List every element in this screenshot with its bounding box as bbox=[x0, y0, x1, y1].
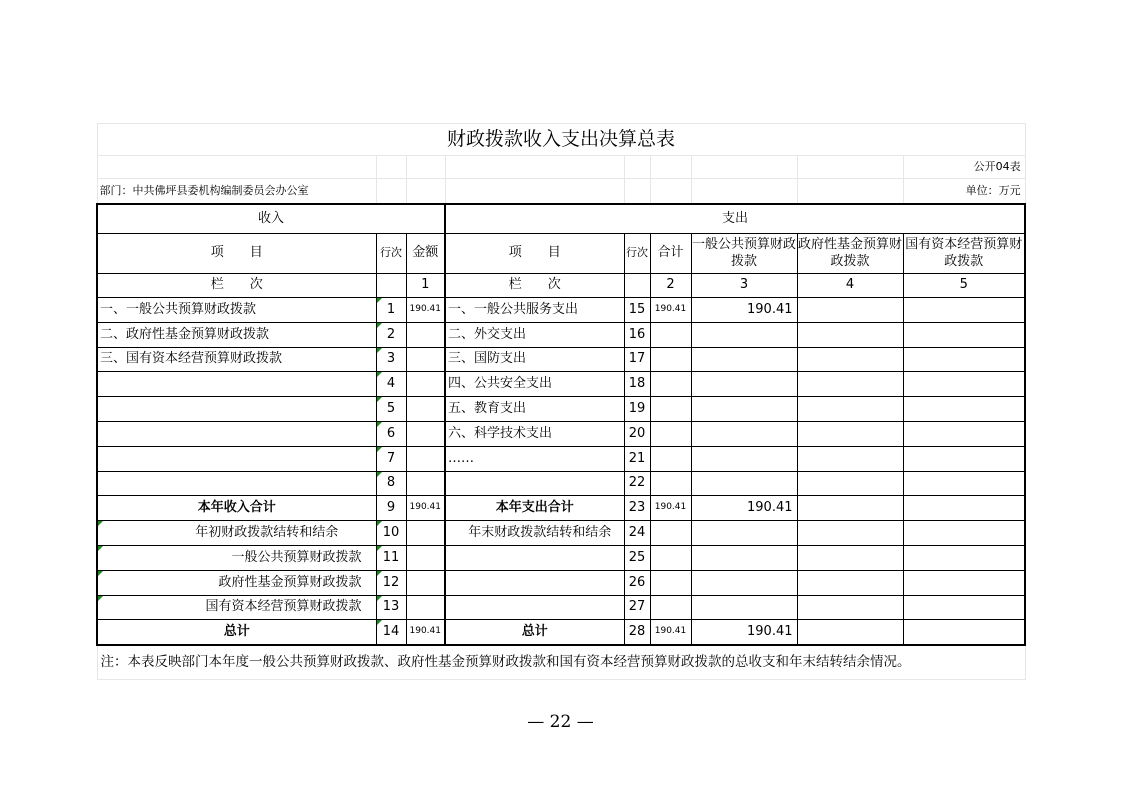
general-budget-cell bbox=[691, 421, 797, 446]
table-note: 注：本表反映部门本年度一般公共预算财政拨款、政府性基金预算财政拨款和国有资本经营预算财政拨款的总收支和年末结转结余情况。 bbox=[97, 645, 1025, 680]
gov-fund-cell bbox=[797, 446, 903, 471]
col-index-1: 1 bbox=[406, 274, 445, 298]
expense-item-cell: 三、国防支出 bbox=[445, 347, 624, 372]
gov-fund-cell bbox=[797, 545, 903, 570]
table-title: 财政拨款收入支出决算总表 bbox=[97, 124, 1025, 156]
state-capital-cell bbox=[903, 545, 1025, 570]
unit-label: 单位：万元 bbox=[903, 179, 1025, 204]
income-item-cell: 政府性基金预算财政拨款 bbox=[97, 570, 376, 595]
expense-total-header: 合计 bbox=[650, 234, 691, 274]
table-row bbox=[97, 545, 1025, 570]
expense-row-no-cell: 20 bbox=[624, 421, 650, 446]
state-capital-cell bbox=[903, 570, 1025, 595]
general-budget-cell: 190.41 bbox=[691, 496, 797, 521]
expense-item-cell: 本年支出合计 bbox=[445, 496, 624, 521]
income-row-no-cell: 4 bbox=[376, 372, 406, 397]
general-budget-cell bbox=[691, 570, 797, 595]
income-item-cell bbox=[97, 372, 376, 397]
income-amount-cell bbox=[406, 471, 445, 496]
income-item-cell bbox=[97, 397, 376, 422]
general-budget-cell bbox=[691, 595, 797, 620]
income-item-cell: 一般公共预算财政拨款 bbox=[97, 545, 376, 570]
income-amount-cell bbox=[406, 545, 445, 570]
state-capital-cell bbox=[903, 421, 1025, 446]
income-amount-cell bbox=[406, 421, 445, 446]
income-amount-cell: 190.41 bbox=[406, 298, 445, 323]
expense-total-cell bbox=[650, 521, 691, 546]
expense-row-no-cell: 25 bbox=[624, 545, 650, 570]
income-item-cell: 本年收入合计 bbox=[97, 496, 376, 521]
gov-fund-cell bbox=[797, 322, 903, 347]
general-budget-cell bbox=[691, 471, 797, 496]
expense-item-cell: 一、一般公共服务支出 bbox=[445, 298, 624, 323]
table-row bbox=[97, 322, 1025, 347]
expense-total-cell bbox=[650, 446, 691, 471]
income-item-cell: 三、国有资本经营预算财政拨款 bbox=[97, 347, 376, 372]
expense-item-cell: …… bbox=[445, 446, 624, 471]
income-amount-cell bbox=[406, 570, 445, 595]
income-row-no-cell: 5 bbox=[376, 397, 406, 422]
income-item-cell bbox=[97, 471, 376, 496]
income-amount-cell: 190.41 bbox=[406, 496, 445, 521]
expense-item-cell: 年末财政拨款结转和结余 bbox=[445, 521, 624, 546]
state-capital-cell bbox=[903, 471, 1025, 496]
income-row-no-cell: 6 bbox=[376, 421, 406, 446]
table-row bbox=[97, 496, 1025, 521]
income-row-no-cell: 14 bbox=[376, 620, 406, 645]
state-capital-header: 国有资本经营预算财政拨款 bbox=[903, 234, 1025, 274]
expense-row-no-cell: 24 bbox=[624, 521, 650, 546]
expense-row-no-cell: 22 bbox=[624, 471, 650, 496]
col-index-2: 2 bbox=[650, 274, 691, 298]
table-row bbox=[97, 570, 1025, 595]
expense-row-no-cell: 27 bbox=[624, 595, 650, 620]
income-amount-cell bbox=[406, 446, 445, 471]
income-amount-header: 金额 bbox=[406, 234, 445, 274]
expense-item-cell: 总计 bbox=[445, 620, 624, 645]
general-budget-cell: 190.41 bbox=[691, 298, 797, 323]
gov-fund-cell bbox=[797, 471, 903, 496]
expense-total-cell bbox=[650, 570, 691, 595]
income-row-no-cell: 3 bbox=[376, 347, 406, 372]
general-budget-cell bbox=[691, 397, 797, 422]
income-row-no-header: 行次 bbox=[376, 234, 406, 274]
page-number: — 22 — bbox=[527, 712, 594, 732]
income-item-cell: 一、一般公共预算财政拨款 bbox=[97, 298, 376, 323]
general-budget-cell bbox=[691, 545, 797, 570]
expense-total-cell: 190.41 bbox=[650, 496, 691, 521]
expense-row-no-cell: 18 bbox=[624, 372, 650, 397]
gov-fund-cell bbox=[797, 570, 903, 595]
expense-total-cell bbox=[650, 595, 691, 620]
general-budget-cell bbox=[691, 446, 797, 471]
table-row bbox=[97, 521, 1025, 546]
table-row bbox=[97, 471, 1025, 496]
state-capital-cell bbox=[903, 397, 1025, 422]
general-budget-cell bbox=[691, 521, 797, 546]
state-capital-cell bbox=[903, 446, 1025, 471]
state-capital-cell bbox=[903, 298, 1025, 323]
income-amount-cell bbox=[406, 397, 445, 422]
final-accounts-sheet bbox=[96, 123, 1024, 680]
state-capital-cell bbox=[903, 372, 1025, 397]
general-budget-cell bbox=[691, 322, 797, 347]
gov-fund-cell bbox=[797, 298, 903, 323]
expense-total-cell: 190.41 bbox=[650, 620, 691, 645]
expense-item-cell bbox=[445, 545, 624, 570]
state-capital-cell bbox=[903, 595, 1025, 620]
expense-total-cell bbox=[650, 372, 691, 397]
col-index-5: 5 bbox=[903, 274, 1025, 298]
income-amount-cell bbox=[406, 372, 445, 397]
expense-item-cell: 二、外交支出 bbox=[445, 322, 624, 347]
income-item-cell bbox=[97, 421, 376, 446]
expense-row-no-cell: 15 bbox=[624, 298, 650, 323]
state-capital-cell bbox=[903, 521, 1025, 546]
expense-total-cell: 190.41 bbox=[650, 298, 691, 323]
income-amount-cell bbox=[406, 322, 445, 347]
state-capital-cell bbox=[903, 322, 1025, 347]
income-row-no-cell: 12 bbox=[376, 570, 406, 595]
income-item-cell bbox=[97, 446, 376, 471]
expense-item-cell: 四、公共安全支出 bbox=[445, 372, 624, 397]
income-row-no-cell: 1 bbox=[376, 298, 406, 323]
income-item-cell: 国有资本经营预算财政拨款 bbox=[97, 595, 376, 620]
expense-total-cell bbox=[650, 471, 691, 496]
general-budget-cell: 190.41 bbox=[691, 620, 797, 645]
gov-fund-cell bbox=[797, 620, 903, 645]
income-header: 收入 bbox=[97, 204, 445, 234]
expense-row-no-cell: 17 bbox=[624, 347, 650, 372]
expense-row-no-cell: 28 bbox=[624, 620, 650, 645]
gov-fund-header: 政府性基金预算财政拨款 bbox=[797, 234, 903, 274]
income-amount-cell bbox=[406, 347, 445, 372]
expense-item-cell: 六、科学技术支出 bbox=[445, 421, 624, 446]
income-row-no-cell: 2 bbox=[376, 322, 406, 347]
col-index-4: 4 bbox=[797, 274, 903, 298]
income-row-no-cell: 13 bbox=[376, 595, 406, 620]
general-budget-cell bbox=[691, 347, 797, 372]
gov-fund-cell bbox=[797, 347, 903, 372]
expense-row-no-cell: 21 bbox=[624, 446, 650, 471]
expense-total-cell bbox=[650, 347, 691, 372]
expense-header: 支出 bbox=[445, 204, 1025, 234]
expense-row-no-header: 行次 bbox=[624, 234, 650, 274]
income-item-cell: 总计 bbox=[97, 620, 376, 645]
expense-item-cell bbox=[445, 570, 624, 595]
income-item-cell: 二、政府性基金预算财政拨款 bbox=[97, 322, 376, 347]
state-capital-cell bbox=[903, 620, 1025, 645]
income-row-no-cell: 10 bbox=[376, 521, 406, 546]
expense-row-no-cell: 23 bbox=[624, 496, 650, 521]
col-index-3: 3 bbox=[691, 274, 797, 298]
gov-fund-cell bbox=[797, 397, 903, 422]
gov-fund-cell bbox=[797, 595, 903, 620]
expense-total-cell bbox=[650, 397, 691, 422]
income-column-index-label: 栏 次 bbox=[97, 274, 376, 298]
state-capital-cell bbox=[903, 496, 1025, 521]
department-label: 部门：中共佛坪县委机构编制委员会办公室 bbox=[97, 179, 376, 204]
gov-fund-cell bbox=[797, 496, 903, 521]
table-row bbox=[97, 397, 1025, 422]
income-amount-cell: 190.41 bbox=[406, 620, 445, 645]
income-row-no-cell: 7 bbox=[376, 446, 406, 471]
table-row bbox=[97, 595, 1025, 620]
general-budget-header: 一般公共预算财政拨款 bbox=[691, 234, 797, 274]
expense-column-index-label: 栏 次 bbox=[445, 274, 624, 298]
income-amount-cell bbox=[406, 595, 445, 620]
state-capital-cell bbox=[903, 347, 1025, 372]
table-row bbox=[97, 298, 1025, 323]
gov-fund-cell bbox=[797, 421, 903, 446]
expense-item-cell bbox=[445, 595, 624, 620]
table-row bbox=[97, 372, 1025, 397]
expense-total-cell bbox=[650, 421, 691, 446]
income-row-no-cell: 11 bbox=[376, 545, 406, 570]
expense-row-no-cell: 19 bbox=[624, 397, 650, 422]
expense-total-cell bbox=[650, 322, 691, 347]
expense-total-cell bbox=[650, 545, 691, 570]
form-number: 公开04表 bbox=[903, 156, 1025, 179]
table-row bbox=[97, 421, 1025, 446]
income-item-cell: 年初财政拨款结转和结余 bbox=[97, 521, 376, 546]
expense-item-cell: 五、教育支出 bbox=[445, 397, 624, 422]
gov-fund-cell bbox=[797, 372, 903, 397]
expense-row-no-cell: 26 bbox=[624, 570, 650, 595]
expense-item-cell bbox=[445, 471, 624, 496]
income-row-no-cell: 9 bbox=[376, 496, 406, 521]
income-amount-cell bbox=[406, 521, 445, 546]
table-row bbox=[97, 620, 1025, 645]
table-row bbox=[97, 347, 1025, 372]
table-row bbox=[97, 446, 1025, 471]
gov-fund-cell bbox=[797, 521, 903, 546]
income-item-header: 项 目 bbox=[97, 234, 376, 274]
expense-row-no-cell: 16 bbox=[624, 322, 650, 347]
general-budget-cell bbox=[691, 372, 797, 397]
expense-item-header: 项 目 bbox=[445, 234, 624, 274]
income-row-no-cell: 8 bbox=[376, 471, 406, 496]
fiscal-appropriation-table bbox=[96, 123, 1026, 680]
